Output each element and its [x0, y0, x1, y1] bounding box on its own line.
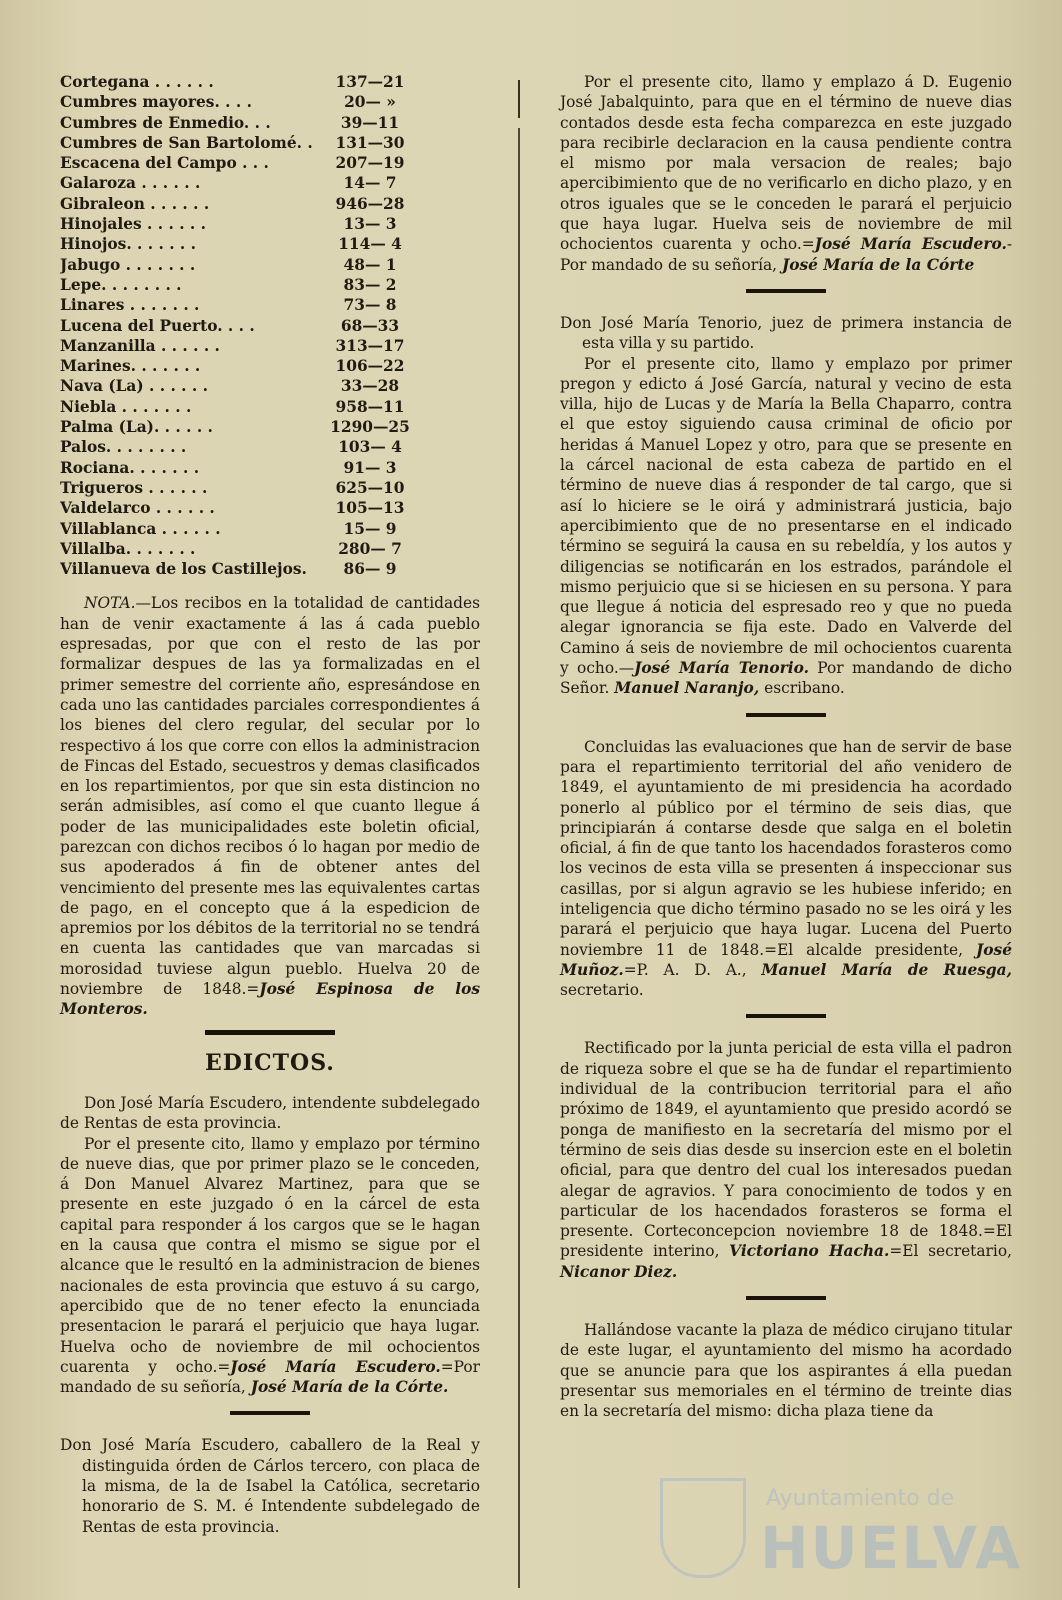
locality-row	[60, 458, 480, 478]
locality-value: 13— 3	[343, 215, 397, 234]
right3-sig1: José Muñoz.	[560, 940, 1012, 979]
right2-sig1: José María Tenorio.	[634, 659, 809, 678]
watermark-logo	[660, 1478, 1023, 1588]
separator-rule	[746, 1296, 826, 1300]
locality-value: 83— 2	[343, 275, 397, 294]
locality-row	[60, 133, 480, 153]
locality-row	[60, 437, 480, 457]
locality-value: 958—11	[335, 397, 405, 416]
right3-paragraph	[560, 737, 1012, 1001]
locality-name: Palma (La). . . . . .	[60, 418, 213, 437]
locality-name: Cumbres de Enmedio. . .	[60, 113, 271, 132]
right2-sig2: Manuel Naranjo,	[614, 679, 760, 698]
locality-name: Jabugo . . . . . . .	[60, 255, 196, 274]
locality-name: Valdelarco . . . . . .	[60, 499, 215, 518]
nota-paragraph	[60, 593, 480, 1019]
locality-value: 15— 9	[343, 519, 397, 538]
locality-value: 48— 1	[343, 255, 397, 274]
locality-value: 39—11	[340, 113, 400, 132]
right1-sig1: José María Escudero.	[814, 235, 1007, 254]
locality-value: 137—21	[335, 73, 405, 91]
separator-rule	[746, 1014, 826, 1018]
locality-row	[60, 417, 480, 437]
locality-row	[60, 336, 480, 356]
locality-value: 20— »	[344, 93, 396, 112]
left-column	[60, 72, 480, 1537]
locality-name: Lucena del Puerto. . . .	[60, 316, 255, 335]
right3-mid: =P. A. D. A.,	[623, 960, 747, 979]
right1-body: Por el presente cito, llamo y emplazo á D. Eugenio José Jabalquinto, para que en el término de nueve dias contados desde esta fecha comparezca en este juzgado para recibirle declaracion en la causa pendiente contra el mismo por mala versacion de reales; bajo apercibimiento que de no verificarlo en dicho plazo, y en otros iguales que se le conceden le parará el perjuicio que haya lugar. Huelva seis de noviembre de mil ochocientos cuarenta y ocho.=	[560, 73, 1012, 254]
nota-label: NOTA.	[84, 594, 136, 613]
edict1-sig2: José María de la Córte.	[250, 1378, 449, 1397]
right4-sig1: Victoriano Hacha.	[729, 1242, 890, 1261]
locality-name: Escacena del Campo . . .	[60, 154, 269, 173]
right2-tail: escribano.	[759, 679, 845, 698]
locality-row	[60, 397, 480, 417]
locality-row	[60, 153, 480, 173]
nota-signature: José Espinosa de los Monteros.	[60, 980, 480, 1019]
locality-name: Villablanca . . . . . .	[60, 519, 221, 538]
locality-row	[60, 539, 480, 559]
locality-value: 625—10	[335, 478, 405, 497]
nota-text: —Los recibos en la totalidad de cantidades han de venir exactamente á las á cada pueblo espresadas, por que con el resto de las por formalizar despues de las ya formalizadas en el primer semestre del corriente año, espresándose en cada uno las cantidades parciales correspondientes á los bienes del clero regular, del secular por lo respectivo á los que corre con ellos la administracion de Fincas del Estado, secuestros y demas clasificados en los repartimientos, por que sin esta distincion no serán admisibles, así como el que cuanto llegue á poder de las municipalidades este boletin oficial, parezcan con dichos recibos ó lo hagan por medio de sus apoderados á fin de obtener antes del vencimiento del presente mes las equivalentes cartas de pago, en el concepto que á la espedicion de apremios por los débitos de la territorial no se tendrá en cuenta las cantidades que van marcadas si morosidad tuviese algun pueblo. Huelva 20 de noviembre de 1848.=	[60, 594, 480, 999]
locality-row	[60, 316, 480, 336]
locality-row	[60, 113, 480, 133]
right2-paragraph	[560, 354, 1012, 699]
locality-name: Cumbres de San Bartolomé. .	[60, 133, 313, 152]
column-rule	[518, 80, 520, 118]
locality-name: Marines. . . . . . .	[60, 357, 201, 376]
locality-value: 91— 3	[343, 458, 397, 477]
locality-value: 86— 9	[343, 560, 397, 579]
locality-value: 1290—25	[330, 418, 410, 437]
right-column	[560, 72, 1012, 1422]
right2-mid: Por mandando de dicho Señor.	[560, 659, 1012, 698]
locality-row	[60, 376, 480, 396]
locality-name: Lepe. . . . . . . .	[60, 275, 182, 294]
locality-name: Gibraleon . . . . . .	[60, 194, 210, 213]
locality-row	[60, 92, 480, 112]
locality-value: 73— 8	[343, 296, 397, 315]
locality-row	[60, 234, 480, 254]
locality-name: Cumbres mayores. . . .	[60, 93, 252, 112]
right4-sig2: Nicanor Diez.	[560, 1262, 678, 1281]
right1-paragraph	[560, 72, 1012, 275]
locality-name: Trigueros . . . . . .	[60, 478, 208, 497]
right1-mid: -Por mandado de su señoría,	[560, 235, 1013, 274]
watermark-big-text: HUELVA	[760, 1514, 1023, 1582]
locality-value: 313—17	[335, 336, 405, 355]
right3-sig2: Manuel María de Ruesga,	[761, 960, 1012, 979]
locality-value: 68—33	[340, 316, 400, 335]
right3-body: Concluidas las evaluaciones que han de servir de base para el repartimiento territorial del año venidero de 1849, el ayuntamiento de mi presidencia ha acordado ponerlo al público por el término de seis dias, que principiarán á contarse desde que salga en el boletin oficial, á fin de que tanto los hacendados forasteros como los vecinos de esta villa se presenten á inspeccionar sus casillas, por si algun agravio se les hubiese inferido; en inteligencia que dicho término pasado no se les oirá y les parará el perjuicio que haya lugar. Lucena del Puerto noviembre 11 de 1848.=El alcalde presidente,	[560, 737, 1012, 959]
locality-value: 103— 4	[338, 438, 402, 457]
coat-of-arms-icon	[660, 1478, 746, 1578]
separator-rule	[746, 289, 826, 293]
right4-mid: =El secretario,	[889, 1242, 1012, 1261]
locality-value: 946—28	[335, 194, 405, 213]
right1-sig2: José María de la Córte	[781, 255, 975, 274]
locality-name: Palos. . . . . . . .	[60, 438, 187, 457]
edict1-header: Don José María Escudero, intendente subdelegado de Rentas de esta provincia.	[60, 1093, 480, 1133]
right3-tail: secretario.	[560, 981, 644, 1000]
locality-row	[60, 498, 480, 518]
separator-rule	[746, 713, 826, 717]
locality-value: 114— 4	[338, 235, 402, 254]
locality-name: Niebla . . . . . . .	[60, 397, 192, 416]
edict1-mid: =Por mandado de su señoría,	[60, 1357, 480, 1397]
right4-paragraph	[560, 1038, 1012, 1282]
locality-row	[60, 173, 480, 193]
locality-row	[60, 295, 480, 315]
locality-row	[60, 255, 480, 275]
locality-name: Manzanilla . . . . . .	[60, 336, 220, 355]
separator-rule	[230, 1411, 310, 1415]
locality-value: 106—22	[335, 357, 405, 376]
localities-table	[60, 72, 480, 579]
locality-name: Hinojos. . . . . . .	[60, 235, 196, 254]
locality-value: 131—30	[335, 133, 405, 152]
locality-row	[60, 194, 480, 214]
locality-value: 14— 7	[343, 174, 397, 193]
locality-name: Galaroza . . . . . .	[60, 174, 201, 193]
locality-value: 280— 7	[338, 539, 402, 558]
right4-body: Rectificado por la junta pericial de esta villa el padron de riqueza sobre el que se ha de fundar el repartimiento individual de la contribucion territorial para el año próximo de 1849, el ayuntamiento que presido acordó se ponga de manifiesto en la secretaría del mismo por el término de seis dias desde su insercion este en el boletin oficial, para que dentro del cual los interesados puedan alegar de agravios. Y para conocimiento de todos y en particular de los hacendados forasteros se forma el presente. Corteconcepcion noviembre 18 de 1848.=El presidente interino,	[560, 1039, 1012, 1261]
locality-row	[60, 559, 480, 579]
locality-row	[60, 478, 480, 498]
edict2-header: Don José María Escudero, caballero de la Real y distinguida órden de Cárlos tercero, con placa de la misma, de la de Isabel la Católica, secretario honorario de S. M. é Intendente subdelegado de Rentas de esta provincia.	[60, 1436, 480, 1536]
right5-paragraph: Hallándose vacante la plaza de médico cirujano titular de este lugar, el ayuntamiento del mismo ha acordado que se anuncie para que los aspirantes á ella puedan presentar sus memoriales en el término de treinte dias en la secretaría del mismo: dicha plaza tiene da	[560, 1321, 1012, 1421]
locality-value: 33—28	[340, 377, 400, 396]
right2-header: Don José María Tenorio, juez de primera instancia de esta villa y su partido.	[560, 313, 1012, 353]
locality-row	[60, 72, 480, 92]
locality-name: Villalba. . . . . . .	[60, 539, 196, 558]
column-rule	[518, 128, 520, 1588]
section-title-edictos: EDICTOS.	[205, 1049, 335, 1076]
edict1-paragraph	[60, 1134, 480, 1398]
right2-body: Por el presente cito, llamo y emplazo por primer pregon y edicto á José García, natural y vecino de esta villa, hijo de Lucas y de María la Bella Chaparro, contra el que estoy siguiendo causa criminal de oficio por heridas á Manuel Lopez y otro, para que se presente en la cárcel nacional de esta cabeza de partido en el término de nueve dias á responder de tal cargo, que si así lo hiciere se le oirá y administrará justicia, bajo apercibimiento que de no presentarse en el indicado término se seguirá la causa en su rebeldía, y los autos y diligencias se notificarán en los estrados, parándole el mismo perjuicio que si se hiciesen en su persona. Y para que llegue á noticia del espresado reo y que no pueda alegar ignorancia se fija este. Dado en Valverde del Camino á seis de noviembre de mil ochocientos cuarenta y ocho.—	[560, 354, 1012, 678]
separator-rule	[205, 1030, 335, 1035]
locality-row	[60, 519, 480, 539]
edict1-body: Por el presente cito, llamo y emplazo por término de nueve dias, que por primer plazo se le conceden, á Don Manuel Alvarez Martinez, para que se presente en este juzgado ó en la cárcel de esta capital para responder á los cargos que se le hagan en la causa que contra el mismo se sigue por el alcance que le resultó en la administracion de bienes nacionales de esta provincia que estuvo á su cargo, apercibido que de no tener efecto la enunciada presentacion le parará el perjuicio que haya lugar. Huelva ocho de noviembre de mil ochocientos cuarenta y ocho.=	[60, 1134, 480, 1376]
locality-name: Villanueva de los Castillejos.	[60, 560, 307, 579]
locality-name: Hinojales . . . . . .	[60, 215, 206, 234]
edict1-sig1: José María Escudero.	[230, 1357, 441, 1376]
locality-row	[60, 214, 480, 234]
locality-name: Rociana. . . . . . .	[60, 458, 200, 477]
locality-name: Nava (La) . . . . . .	[60, 377, 208, 396]
locality-name: Cortegana . . . . . .	[60, 73, 214, 91]
watermark-small-text: Ayuntamiento de	[766, 1486, 955, 1511]
locality-row	[60, 275, 480, 295]
locality-value: 207—19	[335, 154, 405, 173]
locality-value: 105—13	[335, 499, 405, 518]
locality-name: Linares . . . . . . .	[60, 296, 200, 315]
locality-row	[60, 356, 480, 376]
